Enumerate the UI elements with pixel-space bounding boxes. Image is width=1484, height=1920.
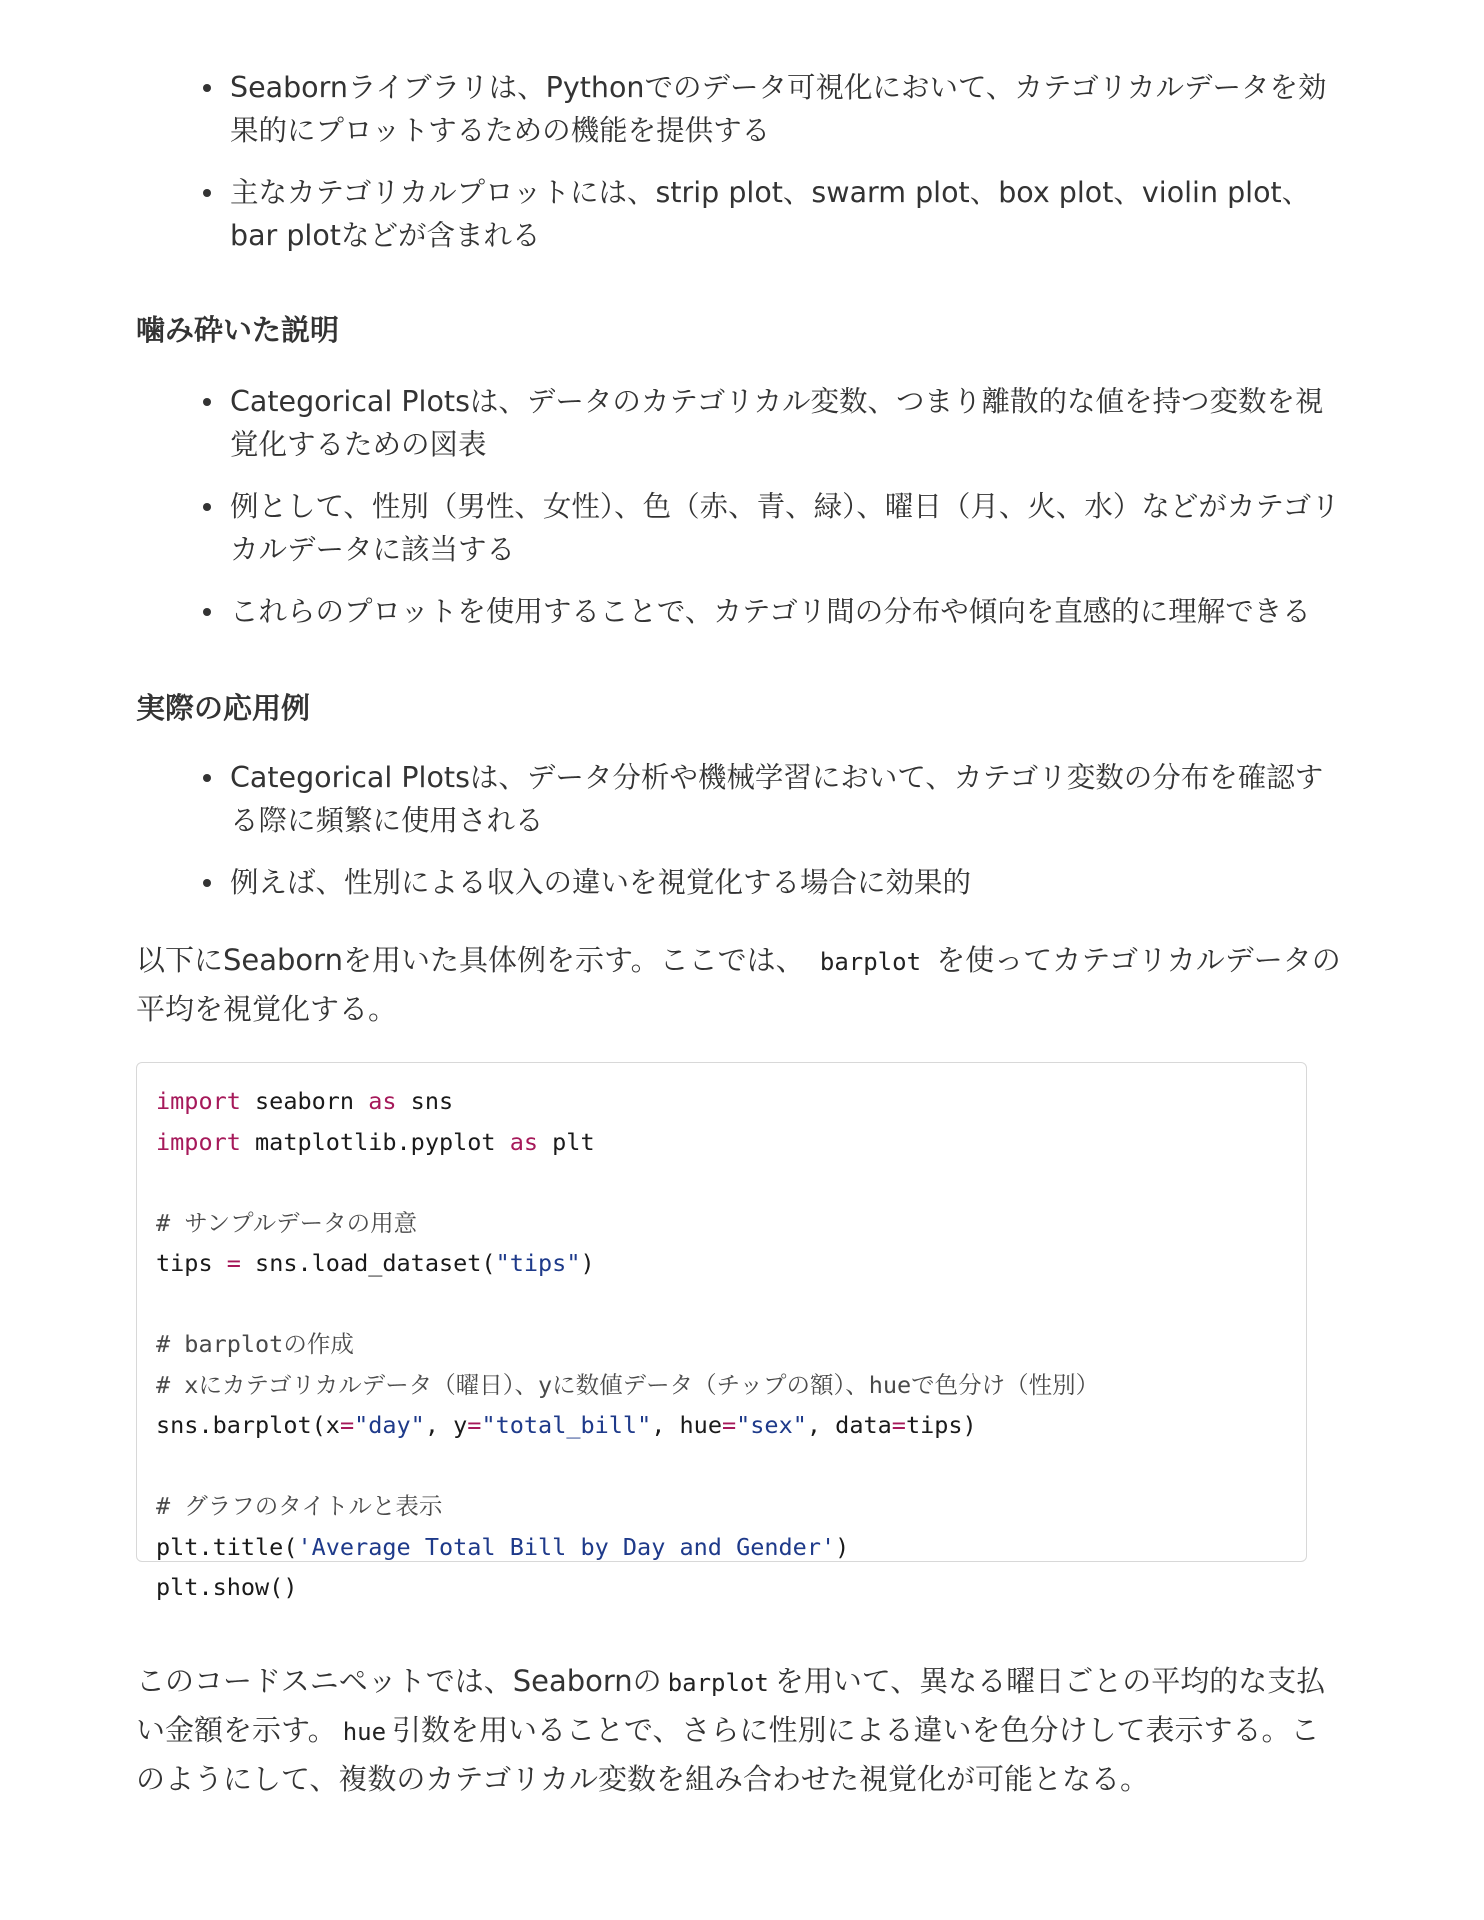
inline-code-hue: hue: [342, 1718, 387, 1746]
code-text: sns: [396, 1087, 454, 1115]
code-comment: # xにカテゴリカルデータ（曜日）、yに数値データ（チップの額）、hueで色分け（性別）: [156, 1370, 1100, 1399]
inline-code-barplot: barplot: [667, 1669, 769, 1697]
code-line: [156, 1122, 1286, 1163]
code-text: tips: [156, 1249, 227, 1277]
closing-text: このコードスニペットでは、Seabornの: [136, 1664, 662, 1698]
list-item: Categorical Plotsは、データ分析や機械学習において、カテゴリ変数の分布を確認する際に頻繁に使用される: [136, 756, 1348, 842]
simple-explanation-bullet-list: [136, 380, 1348, 652]
list-item: Categorical Plotsは、データのカテゴリカル変数、つまり離散的な値を持つ変数を視覚化するための図表: [136, 380, 1348, 466]
code-comment: # barplotの作成: [156, 1330, 354, 1358]
code-text: ): [580, 1249, 595, 1277]
code-text: tips): [905, 1411, 977, 1439]
code-blank-line: [156, 1284, 1286, 1325]
list-item: 主なカテゴリカルプロットには、strip plot、swarm plot、box plot、violin plot、bar plotなどが含まれる: [136, 171, 1348, 257]
code-keyword: as: [509, 1127, 539, 1156]
code-text: , y: [424, 1411, 468, 1439]
list-item: 例として、性別（男性、女性）、色（赤、青、緑）、曜日（月、火、水）などがカテゴリカルデータに該当する: [136, 485, 1348, 571]
example-intro-text-after: を使ってカテゴリカルデータの平均を視覚化する。: [136, 943, 1341, 1026]
code-text: matplotlib.pyplot: [240, 1127, 510, 1156]
code-line: plt.show(): [156, 1573, 298, 1601]
code-blank-line: [156, 1446, 1286, 1487]
code-operator: =: [339, 1411, 355, 1439]
code-blank-line: [156, 1162, 1286, 1203]
code-line: [156, 1243, 1286, 1284]
section-heading-simple-explanation: 噛み砕いた説明: [136, 313, 340, 347]
code-operator: =: [467, 1411, 482, 1439]
code-line: [156, 1081, 1286, 1122]
code-text: sns.load_dataset(: [240, 1249, 496, 1277]
code-operator: =: [721, 1411, 737, 1439]
example-intro-paragraph: [136, 937, 1348, 1033]
code-text: , hue: [651, 1411, 722, 1439]
example-intro-text-before: 以下にSeabornを用いた具体例を示す。ここでは、: [136, 943, 805, 977]
closing-text: 引数を用いることで、さらに性別による違いを色分けして表示する。このようにして、複数のカテゴリカル変数を組み合わせた視覚化が可能となる。: [136, 1713, 1320, 1796]
code-text: seaborn: [240, 1087, 369, 1115]
code-comment: # グラフのタイトルと表示: [156, 1492, 443, 1520]
code-keyword: as: [368, 1087, 397, 1115]
inline-code-barplot: barplot: [819, 948, 922, 976]
code-text: , data: [806, 1411, 892, 1439]
code-string: "day": [354, 1411, 425, 1439]
code-text: ): [835, 1532, 850, 1561]
code-text: plt: [538, 1127, 595, 1156]
closing-text: を用いて、異なる曜日ごとの平均的な支払い金額を示す。: [136, 1664, 1326, 1747]
code-comment: # サンプルデータの用意: [156, 1208, 418, 1237]
code-operator: =: [226, 1249, 241, 1277]
code-keyword: import: [156, 1087, 241, 1115]
section-heading-applications: 実際の応用例: [136, 691, 311, 725]
code-string: "total_bill": [481, 1411, 652, 1439]
list-item: Seabornライブラリは、Pythonでのデータ可視化において、カテゴリカルデータを効果的にプロットするための機能を提供する: [136, 66, 1348, 152]
code-text: sns.barplot(x: [156, 1411, 340, 1439]
applications-bullet-list: [136, 756, 1348, 923]
code-string: "tips": [495, 1249, 581, 1277]
code-string: 'Average Total Bill by Day and Gender': [297, 1532, 836, 1561]
code-block[interactable]: [136, 1062, 1307, 1601]
code-line: [156, 1527, 1286, 1568]
code-string: "sex": [736, 1411, 807, 1439]
code-line: [156, 1405, 1286, 1446]
list-item: これらのプロットを使用することで、カテゴリ間の分布や傾向を直感的に理解できる: [136, 590, 1348, 633]
code-text: plt.title(: [156, 1532, 298, 1561]
code-operator: =: [891, 1411, 906, 1439]
closing-paragraph: [136, 1658, 1348, 1803]
intro-bullet-list: [136, 66, 1348, 276]
list-item: 例えば、性別による収入の違いを視覚化する場合に効果的: [136, 861, 1348, 904]
code-keyword: import: [156, 1127, 241, 1156]
